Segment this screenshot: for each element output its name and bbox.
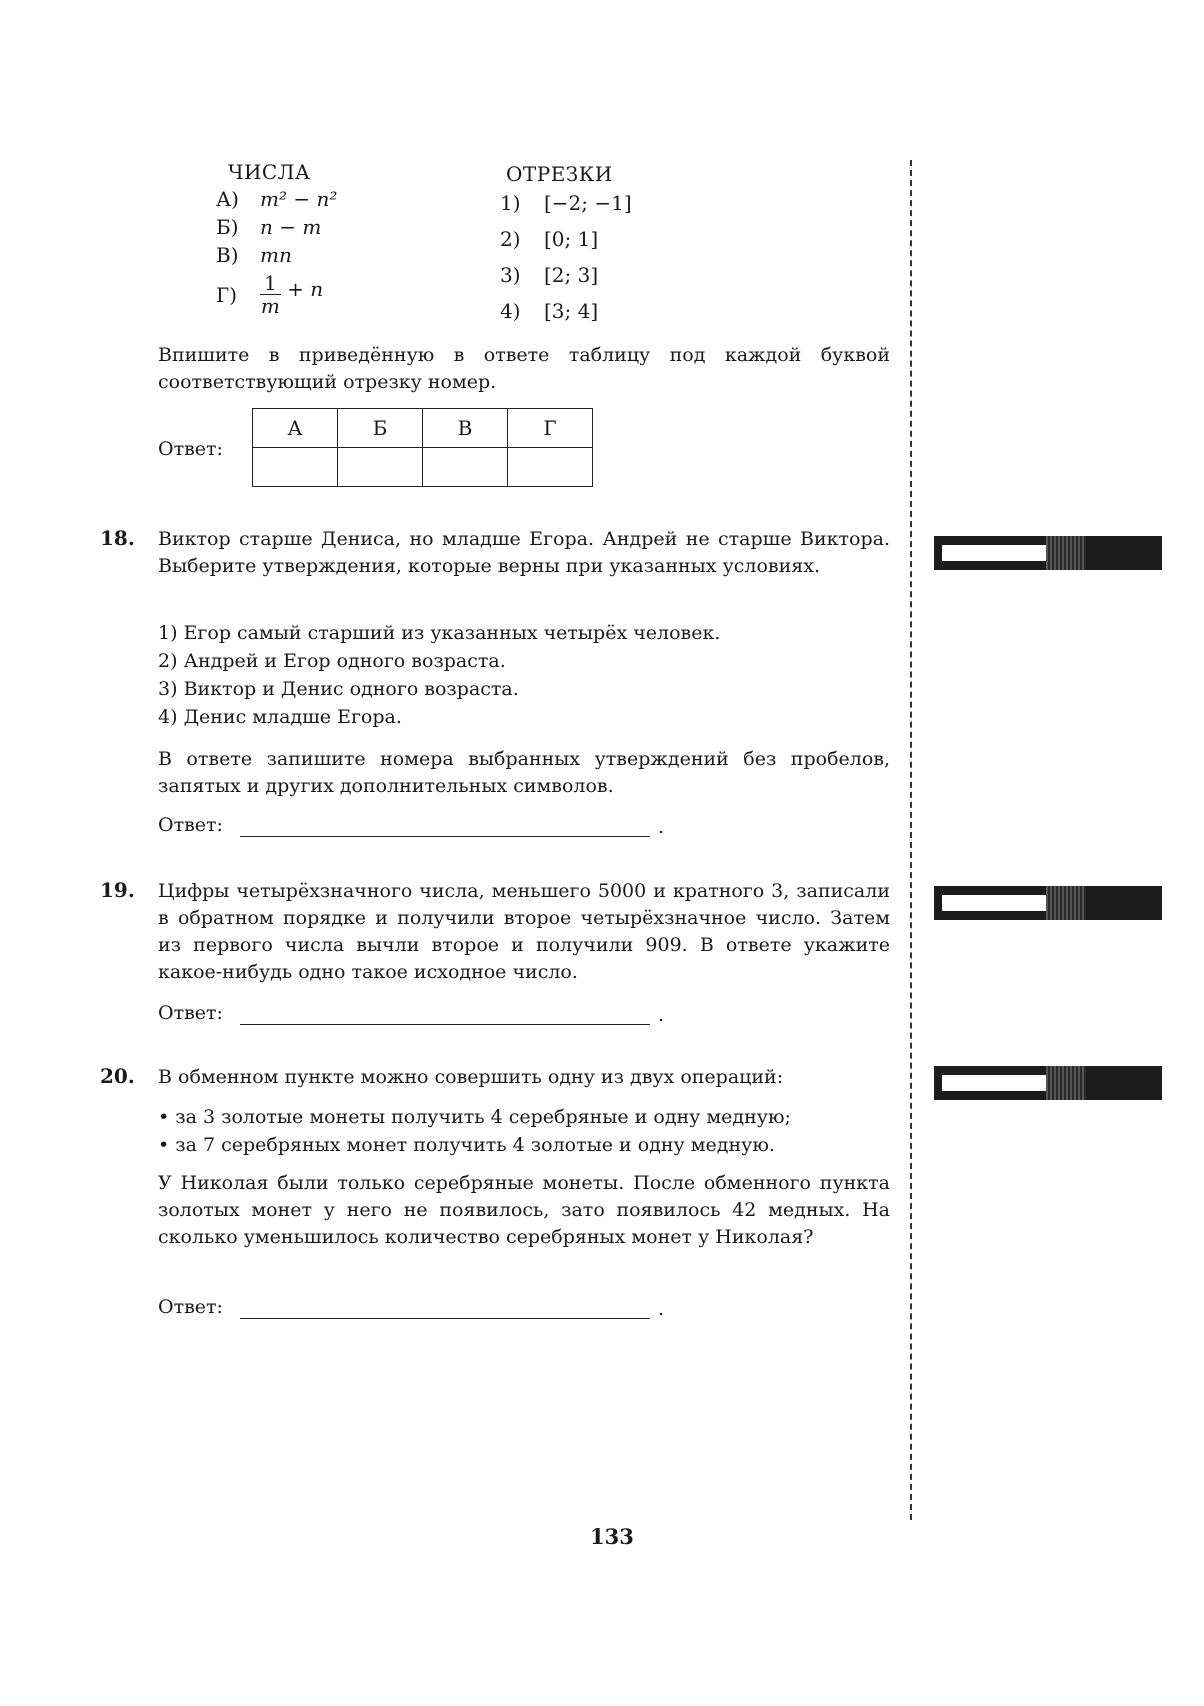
task20-answer-end: . [658,1298,665,1320]
segment-item-3: 3) [2; 3] [500,263,599,287]
task18-answer-line[interactable] [240,836,650,837]
answer-table [252,408,593,487]
task17-instruction: Впишите в приведённую в ответе таблицу под каждой буквой соответствующий отрезку номер. [158,344,890,393]
page-number: 133 [590,1524,634,1549]
task18-answer-label: Ответ: [158,814,223,836]
task19-text: Цифры четырёхзначного числа, меньшего 5000 и кратного 3, записали в обратном порядке и получили второе четырёхзначное число. Затем из первого числа вычли второе и получили 909. В ответе укажите какое-нибудь одно такое исходное число. [158,880,890,983]
task18-option-4: 4) Денис младше Егора. [158,706,402,728]
task17-answer-label: Ответ: [158,438,223,460]
task20-number: 20. [100,1064,135,1088]
task18-text: Виктор старше Дениса, но младше Егора. Андрей не старше Виктора. Выберите утверждения, которые верны при указанных условиях. [158,528,890,577]
expr-b: n − m [260,215,322,239]
answer-cell-b[interactable] [338,448,423,487]
task19-answer-line[interactable] [240,1024,650,1025]
task20-margin-box [934,1066,1162,1100]
task19-answer-end: . [658,1004,665,1026]
task18-option-3: 3) Виктор и Денис одного возраста. [158,678,519,700]
table-header-b: Б [338,409,423,448]
number-item-v: В) mn [216,243,292,267]
task18-option-2: 2) Андрей и Егор одного возраста. [158,650,506,672]
fraction-1-over-m: $\frac{1}{m}$ [260,271,280,318]
task18-instruction: В ответе запишите номера выбранных утверждений без пробелов, запятых и других дополнительных символов. [158,748,890,797]
task20-answer-line[interactable] [240,1318,650,1319]
task20-bullet-1: • за 3 золотые монеты получить 4 серебряные и одну медную; [158,1106,791,1128]
task20-answer-label: Ответ: [158,1296,223,1318]
segment-item-4: 4) [3; 4] [500,299,599,323]
task18-answer-end: . [658,816,665,838]
task18-option-1: 1) Егор самый старший из указанных четырёх человек. [158,622,721,644]
segment-item-2: 2) [0; 1] [500,227,599,251]
expr-v: mn [260,243,292,267]
task20-text: У Николая были только серебряные монеты. После обменного пункта золотых монет у него не появилось, зато появилось 42 медных. На сколько уменьшилось количество серебряных монет у Николая? [158,1172,890,1248]
answer-cell-v[interactable] [423,448,508,487]
task19-number: 19. [100,878,135,902]
task19-answer-label: Ответ: [158,1002,223,1024]
number-item-g: Г) $\frac{1}{m}$ + n [216,271,324,318]
task18-number: 18. [100,526,135,550]
table-header-g: Г [508,409,593,448]
table-header-v: В [423,409,508,448]
number-item-a: А) m² − n² [216,187,338,211]
numbers-column-header: ЧИСЛА [228,160,311,184]
segments-column-header: ОТРЕЗКИ [506,162,613,186]
answer-cell-g[interactable] [508,448,593,487]
task18-margin-box [934,536,1162,570]
expr-a: m² − n² [260,187,338,211]
task19-margin-box [934,886,1162,920]
task20-intro: В обменном пункте можно совершить одну из двух операций: [158,1066,784,1088]
table-header-a: А [253,409,338,448]
expr-g-tail: + n [287,276,324,301]
segment-item-1: 1) [−2; −1] [500,191,632,215]
number-item-b: Б) n − m [216,215,322,239]
answer-cell-a[interactable] [253,448,338,487]
dashed-cut-line [910,160,912,1520]
task20-bullet-2: • за 7 серебряных монет получить 4 золотые и одну медную. [158,1134,775,1156]
